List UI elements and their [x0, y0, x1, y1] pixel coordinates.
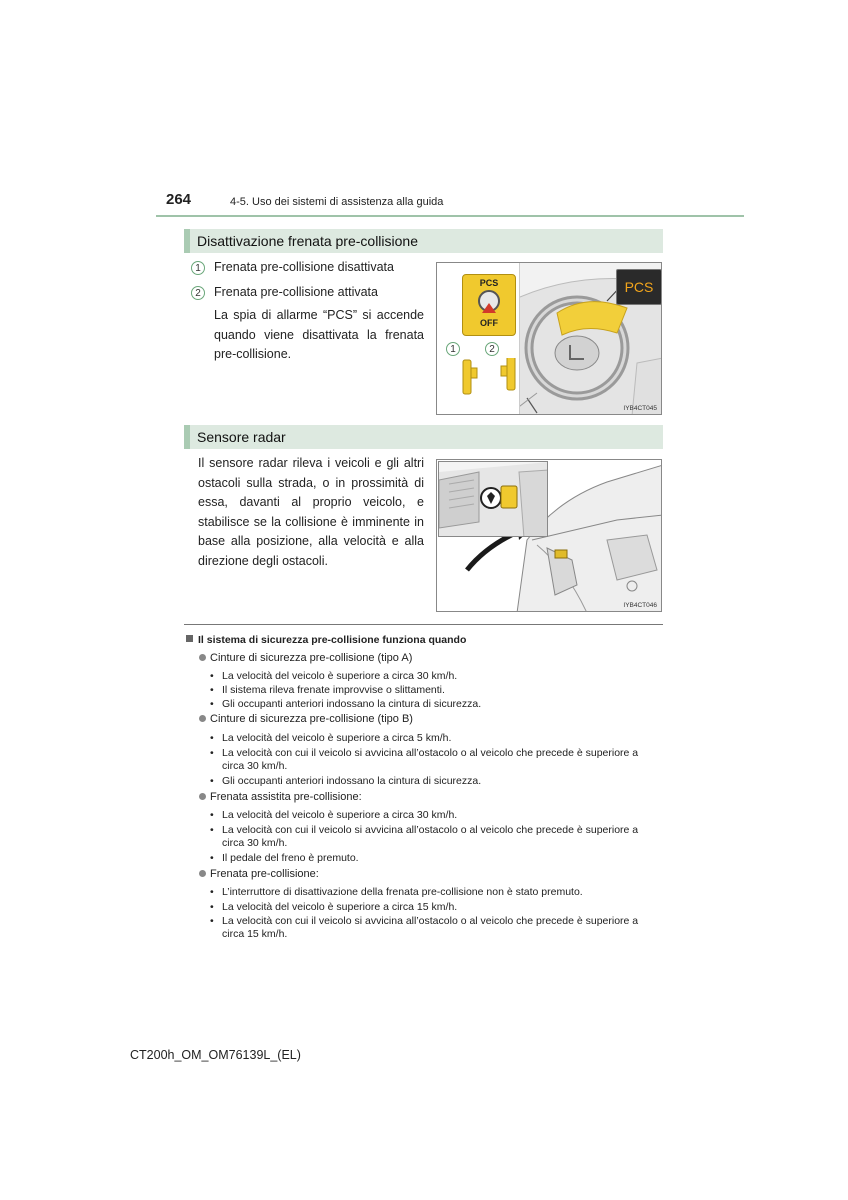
sub-item: • La velocità del veicolo è superiore a circa 30 km/h.: [210, 670, 662, 683]
sub-item: • La velocità con cui il veicolo si avvicina all’ostacolo o al veicolo che precede è superiore a circa 30 km/h.: [210, 824, 662, 850]
sub-item-text: L’interruttore di disattivazione della frenata pre-collisione non è stato premuto.: [222, 886, 583, 898]
sub-item: • Il sistema rileva frenate improvvise o slittamenti.: [210, 684, 662, 697]
square-bullet-icon: [186, 635, 193, 642]
sub-item-text: Gli occupanti anteriori indossano la cintura di sicurezza.: [222, 775, 482, 787]
bullet-heading: [199, 791, 362, 803]
callout-2: 2: [485, 342, 499, 356]
bullet-dot-icon: [199, 870, 206, 877]
bullet-heading: [199, 713, 413, 725]
pcs-paragraph: La spia di allarme “PCS” si accende quando viene disattivata la frenata pre-collisione.: [214, 308, 424, 361]
sub-item: • Gli occupanti anteriori indossano la cintura di sicurezza.: [210, 775, 662, 788]
sub-item-text: Il pedale del freno è premuto.: [222, 852, 359, 864]
notes-heading: [186, 634, 466, 646]
grille-closeup: [439, 462, 548, 537]
radar-paragraph: Il sensore radar rileva i veicoli e gli altri ostacoli sulla strada, o in prossimità di essa, davanti al proprio veicolo, e stabilisce se la collisione è imminente in base alla posizione, alla velocità e alla direzione degli ostacoli.: [198, 456, 424, 568]
page-number: 264: [166, 191, 192, 208]
radar-figure: [436, 459, 662, 612]
sub-item: • Gli occupanti anteriori indossano la cintura di sicurezza.: [210, 698, 662, 711]
bullet-dot-icon: [199, 654, 206, 661]
sub-item-text: Gli occupanti anteriori indossano la cintura di sicurezza.: [222, 698, 482, 710]
bullet-heading: [199, 652, 412, 664]
switch-position-icons: [457, 358, 517, 398]
callout-1: 1: [446, 342, 460, 356]
sub-item-text: La velocità con cui il veicolo si avvicina all’ostacolo o al veicolo che precede è superiore a circa 15 km/h.: [222, 915, 639, 940]
section-title-sensore-radar: Sensore radar: [184, 425, 663, 449]
bullet-heading-text: Frenata pre-collisione:: [210, 868, 319, 880]
sub-item-text: La velocità del veicolo è superiore a circa 15 km/h.: [222, 901, 458, 913]
sub-item: • La velocità con cui il veicolo si avvicina all’ostacolo o al veicolo che precede è superiore a circa 30 km/h.: [210, 747, 662, 773]
pcs-off-switch: [462, 274, 516, 336]
switch-label-top: PCS: [479, 278, 499, 288]
sub-item: • La velocità del veicolo è superiore a circa 5 km/h.: [210, 732, 662, 745]
dashboard-figure: [436, 262, 662, 415]
bullet-dot-icon: [199, 793, 206, 800]
chapter-title: 4-5. Uso dei sistemi di assistenza alla guida: [230, 196, 444, 208]
bullet-heading-text: Cinture di sicurezza pre-collisione (tipo A): [210, 652, 413, 664]
footer-code: CT200h_OM_OM76139L_(EL): [130, 1048, 301, 1062]
list-item-label: Frenata pre-collisione disattivata: [214, 260, 394, 274]
sub-item: • Il pedale del freno è premuto.: [210, 852, 662, 865]
sub-item: • La velocità del veicolo è superiore a circa 30 km/h.: [210, 809, 662, 822]
switch-label-bottom: OFF: [480, 318, 498, 328]
circled-number: 1: [191, 261, 205, 275]
bullet-heading-text: Cinture di sicurezza pre-collisione (tipo B): [210, 713, 413, 725]
section-title-disattivazione: Disattivazione frenata pre-collisione: [184, 229, 663, 253]
sub-item-text: La velocità con cui il veicolo si avvicina all’ostacolo o al veicolo che precede è superiore a circa 30 km/h.: [222, 824, 639, 849]
figure-code: IYB4CT045: [623, 405, 657, 412]
circled-number: 2: [191, 286, 205, 300]
sub-item: • L’interruttore di disattivazione della frenata pre-collisione non è stato premuto.: [210, 886, 662, 899]
sub-item: • La velocità con cui il veicolo si avvicina all’ostacolo o al veicolo che precede è superiore a circa 15 km/h.: [210, 915, 662, 941]
notes-rule: [184, 624, 663, 625]
press-arrow-icon: [482, 303, 496, 313]
sub-item-text: La velocità del veicolo è superiore a circa 30 km/h.: [222, 809, 458, 821]
radar-inset: [438, 461, 548, 537]
notes-heading-text: Il sistema di sicurezza pre-collisione funziona quando: [198, 634, 467, 646]
header-rule: [156, 215, 744, 217]
sub-item-text: La velocità del veicolo è superiore a circa 30 km/h.: [222, 670, 458, 682]
sub-item-text: La velocità del veicolo è superiore a circa 5 km/h.: [222, 732, 452, 744]
pcs-warning-light-icon: PCS: [616, 269, 662, 305]
sub-item-text: La velocità con cui il veicolo si avvicina all’ostacolo o al veicolo che precede è superiore a circa 30 km/h.: [222, 747, 639, 772]
sub-item: • La velocità del veicolo è superiore a circa 15 km/h.: [210, 901, 662, 914]
bullet-heading-text: Frenata assistita pre-collisione:: [210, 791, 362, 803]
list-item-label: Frenata pre-collisione attivata: [214, 285, 378, 299]
bullet-dot-icon: [199, 715, 206, 722]
figure-code: IYB4CT046: [623, 602, 657, 609]
bullet-heading: [199, 868, 319, 880]
sub-item-text: Il sistema rileva frenate improvvise o slittamenti.: [222, 684, 445, 696]
